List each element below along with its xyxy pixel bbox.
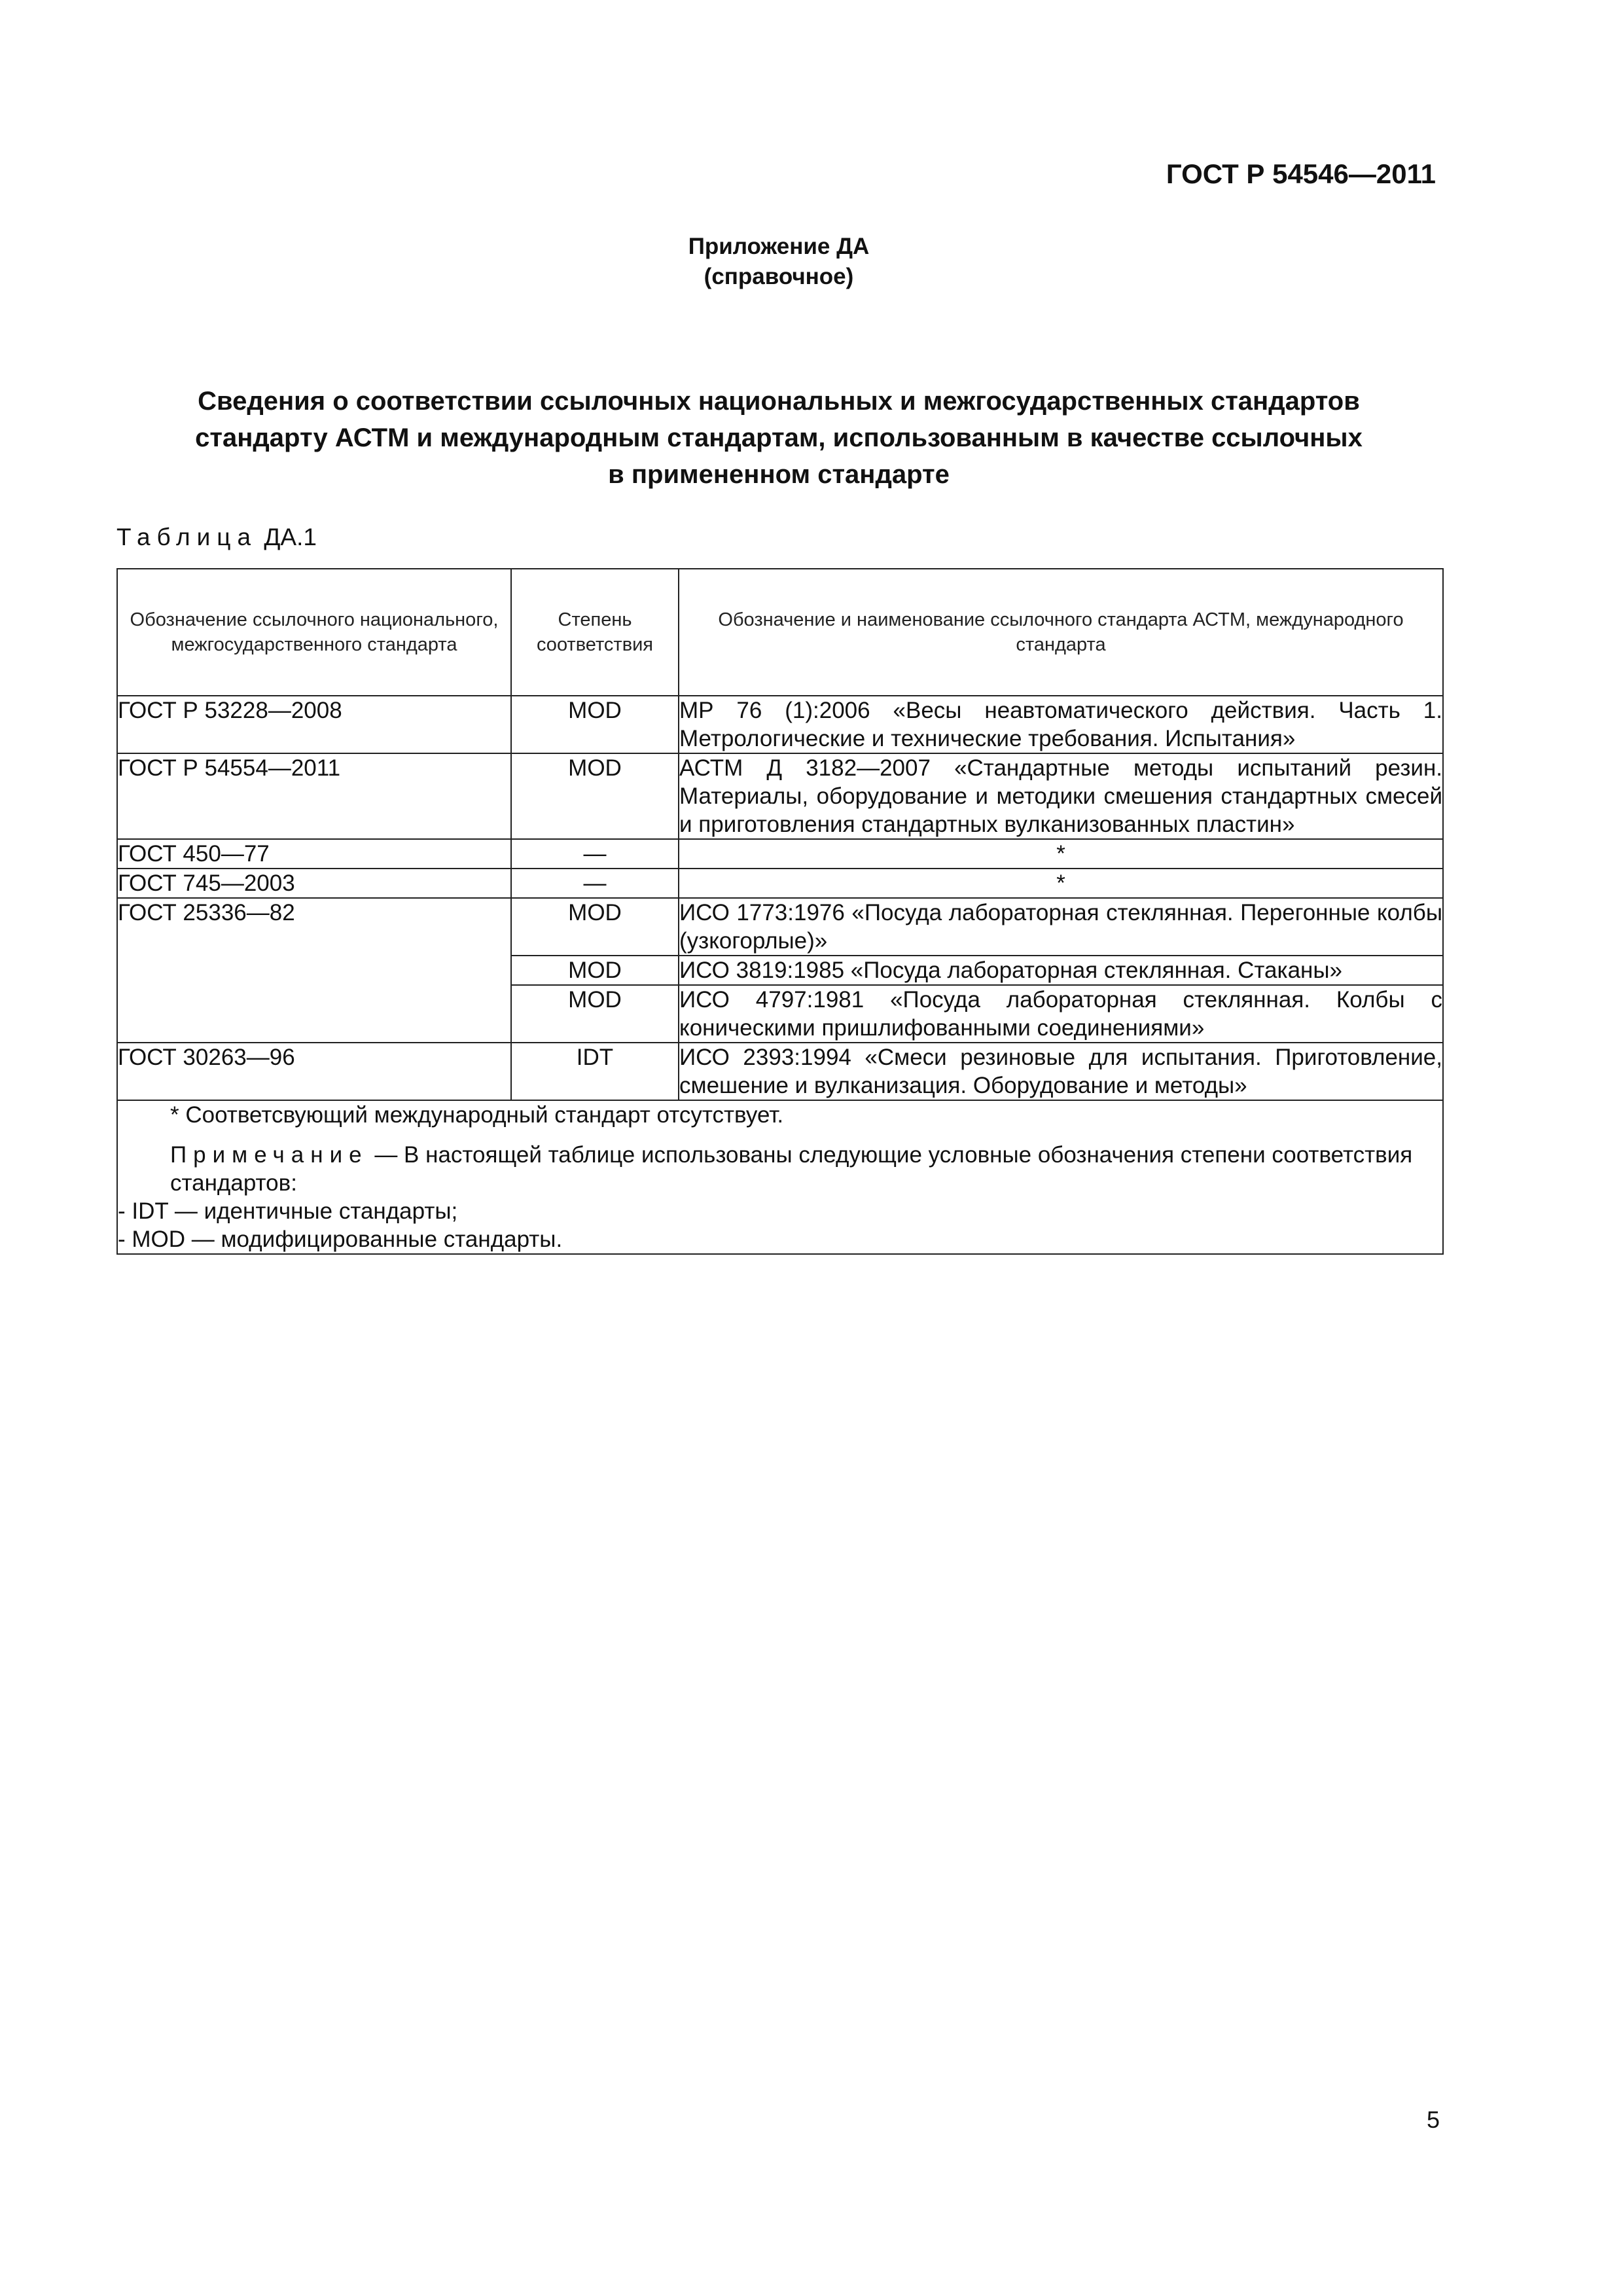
- cell-reference: ИСО 2393:1994 «Смеси резиновые для испытания. Приготовление, смешение и вулканизация. Оборудование и методы»: [679, 1043, 1443, 1100]
- cell-reference: ИСО 1773:1976 «Посуда лабораторная стеклянная. Перегонные колбы (узкогорлые)»: [679, 898, 1443, 956]
- cell-reference: *: [679, 869, 1443, 898]
- cell-reference: ИСО 4797:1981 «Посуда лабораторная стеклянная. Колбы с коническими пришлифованными соединениями»: [679, 985, 1443, 1043]
- table-notes-row: [117, 1100, 1443, 1254]
- table-caption: [116, 524, 317, 551]
- heading-line-2: стандарту АСТМ и международным стандартам, использованным в качестве ссылочных: [195, 423, 1363, 452]
- header-degree: Степень соответствия: [511, 569, 679, 696]
- table-header-row: [117, 569, 1443, 696]
- cell-degree: MOD: [511, 696, 679, 753]
- cell-standard: ГОСТ Р 53228—2008: [117, 696, 511, 753]
- heading-line-1: Сведения о соответствии ссылочных национальных и межгосударственных стандартов: [198, 387, 1360, 416]
- cell-reference: *: [679, 839, 1443, 869]
- header-national-standard: Обозначение ссылочного национального, межгосударственного стандарта: [117, 569, 511, 696]
- cell-degree: MOD: [511, 985, 679, 1043]
- cell-reference: ИСО 3819:1985 «Посуда лабораторная стеклянная. Стаканы»: [679, 956, 1443, 985]
- cell-standard: ГОСТ 745—2003: [117, 869, 511, 898]
- table-row: [117, 753, 1443, 839]
- cell-degree: MOD: [511, 956, 679, 985]
- appendix-heading: [0, 232, 1558, 292]
- appendix-title: Приложение ДА: [688, 234, 870, 259]
- page-number: 5: [1426, 2106, 1440, 2133]
- note-paragraph: [118, 1141, 1442, 1197]
- table-row: [117, 869, 1443, 898]
- table-row: [117, 839, 1443, 869]
- legend-item-idt: - IDT — идентичные стандарты;: [118, 1198, 458, 1224]
- table-row: [117, 898, 1443, 956]
- cell-standard: ГОСТ 25336—82: [117, 898, 511, 1043]
- cell-standard: ГОСТ 30263—96: [117, 1043, 511, 1100]
- cell-degree: IDT: [511, 1043, 679, 1100]
- note-text: — В настоящей таблице использованы следующие условные обозначения степени соответствия стандартов:: [170, 1142, 1413, 1196]
- cell-degree: MOD: [511, 753, 679, 839]
- legend-item-mod: - MOD — модифицированные стандарты.: [118, 1227, 563, 1252]
- heading-line-3: в примененном стандарте: [608, 460, 950, 489]
- table-caption-word: Таблица: [116, 524, 258, 550]
- reference-table: [116, 568, 1444, 1255]
- table-notes: [117, 1100, 1443, 1254]
- header-reference-standard: Обозначение и наименование ссылочного стандарта АСТМ, международного стандарта: [679, 569, 1443, 696]
- footnote: * Соответсвующий международный стандарт отсутствует.: [170, 1102, 784, 1128]
- table-caption-number: ДА.1: [264, 524, 317, 550]
- cell-degree: MOD: [511, 898, 679, 956]
- appendix-subtitle: (справочное): [704, 264, 854, 289]
- cell-standard: ГОСТ 450—77: [117, 839, 511, 869]
- cell-reference: АСТМ Д 3182—2007 «Стандартные методы испытаний резин. Материалы, оборудование и методики смешения стандартных смесей и приготовления стандартных вулканизованных пластин»: [679, 753, 1443, 839]
- table-row: [117, 696, 1443, 753]
- cell-degree: —: [511, 839, 679, 869]
- cell-standard: ГОСТ Р 54554—2011: [117, 753, 511, 839]
- note-word: Примечание: [170, 1142, 368, 1168]
- cell-reference: МР 76 (1):2006 «Весы неавтоматического действия. Часть 1. Метрологические и технические требования. Испытания»: [679, 696, 1443, 753]
- table-row: [117, 1043, 1443, 1100]
- document-code: ГОСТ Р 54546—2011: [1166, 158, 1436, 189]
- cell-degree: —: [511, 869, 679, 898]
- section-heading: [118, 383, 1440, 493]
